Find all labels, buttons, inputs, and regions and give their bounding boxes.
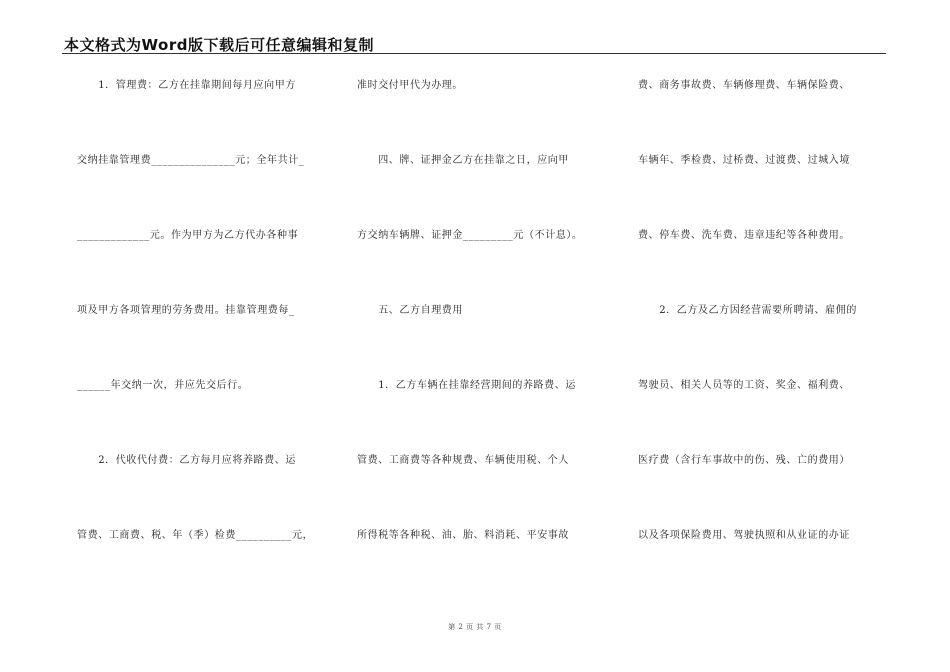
text-line: 以及各项保险费用、驾驶执照和从业证的办证 [638,530,850,541]
text-column-1 [77,0,329,600]
text-line: 1．乙方车辆在挂靠经营期间的养路费、运 [357,380,576,391]
text-line: 五、乙方自理费用 [357,305,463,316]
text-line: 交纳挂靠管理费_______________元；全年共计_ [77,155,305,166]
text-line: 管费、工商费等各种规费、车辆使用税、个人 [357,455,569,466]
text-line: 四、牌、证押金乙方在挂靠之日，应向甲 [357,155,569,166]
text-line: _____________元。作为甲方为乙方代办各种事 [77,230,299,241]
text-line: 项及甲方各项管理的劳务费用。挂靠管理费每_ [77,305,295,316]
text-line: 1．管理费：乙方在挂靠期间每月应向甲方 [77,80,296,91]
text-line: 驾驶员、相关人员等的工资、奖金、福利费、 [638,380,850,391]
text-line: 管费、工商费、税、年（季）检费__________元， [77,530,314,541]
text-line: 车辆年、季检费、过桥费、过渡费、过城入境 [638,155,850,166]
text-line: 所得税等各种税、油、胎、料消耗、平安事故 [357,530,569,541]
text-line: 费、商务事故费、车辆修理费、车辆保险费、 [638,80,850,91]
text-line: 准时交付甲代为办理。 [357,80,463,91]
text-column-3 [638,0,890,600]
page-number: 第 2 页 共 7 页 [448,623,502,631]
text-line: 医疗费（含行车事故中的伤、残、亡的费用） [638,455,850,466]
text-line: 2．代收代付费：乙方每月应将养路费、运 [77,455,296,466]
text-line: 2．乙方及乙方因经营需要所聘请、雇佣的 [638,305,857,316]
text-line: 方交纳车辆牌、证押金_________元（不计息）。 [357,230,583,241]
document-header-title: 本文格式为Word版下载后可任意编辑和复制 [64,36,374,54]
text-column-2 [357,0,609,600]
text-line: 费、停车费、洗车费、违章违纪等各种费用。 [638,230,850,241]
text-line: ______年交纳一次，并应先交后行。 [77,380,249,391]
